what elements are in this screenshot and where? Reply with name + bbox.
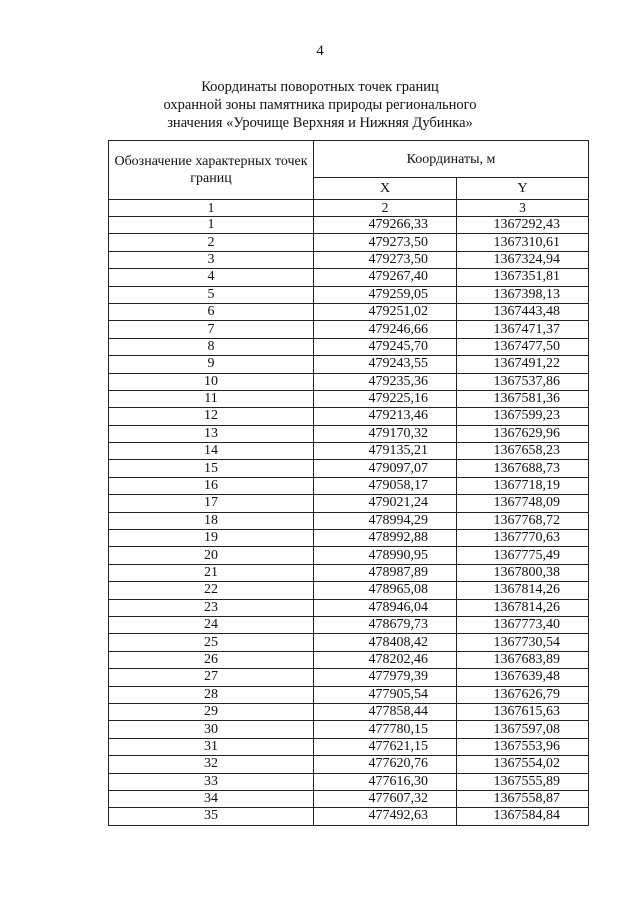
table-row xyxy=(109,738,589,755)
header-coordinates: Координаты, м xyxy=(314,141,589,178)
y-coordinate-cell: 1367773,40 xyxy=(457,616,589,633)
x-coordinate-cell: 479266,33 xyxy=(314,217,457,234)
point-label-cell: 3 xyxy=(109,251,314,268)
table-row xyxy=(109,669,589,686)
point-label-cell: 20 xyxy=(109,547,314,564)
x-coordinate-cell: 479259,05 xyxy=(314,286,457,303)
y-coordinate-cell: 1367639,48 xyxy=(457,669,589,686)
table-row xyxy=(109,286,589,303)
table-row xyxy=(109,321,589,338)
x-coordinate-cell: 477858,44 xyxy=(314,703,457,720)
header-x: X xyxy=(314,178,457,200)
point-label-cell: 9 xyxy=(109,356,314,373)
y-coordinate-cell: 1367324,94 xyxy=(457,251,589,268)
table-row xyxy=(109,808,589,825)
table-row xyxy=(109,495,589,512)
x-coordinate-cell: 479213,46 xyxy=(314,408,457,425)
point-label-cell: 4 xyxy=(109,269,314,286)
point-label-cell: 29 xyxy=(109,703,314,720)
point-label-cell: 25 xyxy=(109,634,314,651)
title-line-2: охранной зоны памятника природы регионального xyxy=(163,97,477,113)
point-label-cell: 22 xyxy=(109,582,314,599)
point-label-cell: 13 xyxy=(109,425,314,442)
point-label-cell: 2 xyxy=(109,234,314,251)
coordinates-table-body xyxy=(109,217,589,826)
y-coordinate-cell: 1367477,50 xyxy=(457,338,589,355)
y-coordinate-cell: 1367584,84 xyxy=(457,808,589,825)
y-coordinate-cell: 1367688,73 xyxy=(457,460,589,477)
table-row xyxy=(109,756,589,773)
point-label-cell: 35 xyxy=(109,808,314,825)
x-coordinate-cell: 479267,40 xyxy=(314,269,457,286)
y-coordinate-cell: 1367310,61 xyxy=(457,234,589,251)
table-row xyxy=(109,547,589,564)
table-row xyxy=(109,425,589,442)
table-row xyxy=(109,582,589,599)
point-label-cell: 23 xyxy=(109,599,314,616)
y-coordinate-cell: 1367748,09 xyxy=(457,495,589,512)
table-row xyxy=(109,599,589,616)
y-coordinate-cell: 1367658,23 xyxy=(457,443,589,460)
y-coordinate-cell: 1367718,19 xyxy=(457,477,589,494)
table-row xyxy=(109,790,589,807)
point-label-cell: 26 xyxy=(109,651,314,668)
point-label-cell: 34 xyxy=(109,790,314,807)
point-label-cell: 21 xyxy=(109,564,314,581)
table-row xyxy=(109,373,589,390)
point-label-cell: 8 xyxy=(109,338,314,355)
y-coordinate-cell: 1367292,43 xyxy=(457,217,589,234)
y-coordinate-cell: 1367555,89 xyxy=(457,773,589,790)
point-label-cell: 27 xyxy=(109,669,314,686)
table-row xyxy=(109,477,589,494)
point-label-cell: 32 xyxy=(109,756,314,773)
x-coordinate-cell: 478992,88 xyxy=(314,530,457,547)
point-label-cell: 15 xyxy=(109,460,314,477)
y-coordinate-cell: 1367599,23 xyxy=(457,408,589,425)
point-label-cell: 17 xyxy=(109,495,314,512)
point-label-cell: 28 xyxy=(109,686,314,703)
table-row xyxy=(109,303,589,320)
table-row xyxy=(109,356,589,373)
x-coordinate-cell: 479021,24 xyxy=(314,495,457,512)
x-coordinate-cell: 477621,15 xyxy=(314,738,457,755)
page-number: 4 xyxy=(316,43,324,59)
column-number: 1 xyxy=(109,200,314,217)
y-coordinate-cell: 1367770,63 xyxy=(457,530,589,547)
point-label-cell: 5 xyxy=(109,286,314,303)
table-row xyxy=(109,390,589,407)
y-coordinate-cell: 1367398,13 xyxy=(457,286,589,303)
y-coordinate-cell: 1367615,63 xyxy=(457,703,589,720)
table-row xyxy=(109,651,589,668)
point-label-cell: 30 xyxy=(109,721,314,738)
coordinates-table xyxy=(108,140,589,826)
y-coordinate-cell: 1367768,72 xyxy=(457,512,589,529)
y-coordinate-cell: 1367471,37 xyxy=(457,321,589,338)
y-coordinate-cell: 1367800,38 xyxy=(457,564,589,581)
x-coordinate-cell: 477607,32 xyxy=(314,790,457,807)
y-coordinate-cell: 1367626,79 xyxy=(457,686,589,703)
point-label-cell: 11 xyxy=(109,390,314,407)
y-coordinate-cell: 1367558,87 xyxy=(457,790,589,807)
x-coordinate-cell: 479225,16 xyxy=(314,390,457,407)
y-coordinate-cell: 1367553,96 xyxy=(457,738,589,755)
table-row xyxy=(109,634,589,651)
y-coordinate-cell: 1367581,36 xyxy=(457,390,589,407)
x-coordinate-cell: 479273,50 xyxy=(314,234,457,251)
table-row xyxy=(109,251,589,268)
point-label-cell: 33 xyxy=(109,773,314,790)
header-point-designation: Обозначение характерных точек границ xyxy=(109,141,314,200)
x-coordinate-cell: 477905,54 xyxy=(314,686,457,703)
point-label-cell: 18 xyxy=(109,512,314,529)
table-row xyxy=(109,408,589,425)
table-row xyxy=(109,773,589,790)
table-row xyxy=(109,460,589,477)
y-coordinate-cell: 1367814,26 xyxy=(457,599,589,616)
y-coordinate-cell: 1367443,48 xyxy=(457,303,589,320)
x-coordinate-cell: 479235,36 xyxy=(314,373,457,390)
title-line-1: Координаты поворотных точек границ xyxy=(201,79,439,95)
table-row xyxy=(109,217,589,234)
table-row xyxy=(109,616,589,633)
point-label-cell: 19 xyxy=(109,530,314,547)
x-coordinate-cell: 478965,08 xyxy=(314,582,457,599)
column-number: 3 xyxy=(457,200,589,217)
table-row xyxy=(109,721,589,738)
x-coordinate-cell: 478990,95 xyxy=(314,547,457,564)
table-row xyxy=(109,512,589,529)
y-coordinate-cell: 1367537,86 xyxy=(457,373,589,390)
x-coordinate-cell: 479243,55 xyxy=(314,356,457,373)
point-label-cell: 14 xyxy=(109,443,314,460)
table-row xyxy=(109,269,589,286)
x-coordinate-cell: 479245,70 xyxy=(314,338,457,355)
x-coordinate-cell: 479058,17 xyxy=(314,477,457,494)
y-coordinate-cell: 1367491,22 xyxy=(457,356,589,373)
y-coordinate-cell: 1367730,54 xyxy=(457,634,589,651)
point-label-cell: 6 xyxy=(109,303,314,320)
title-line-3: значения «Урочище Верхняя и Нижняя Дубинка» xyxy=(167,115,473,131)
x-coordinate-cell: 478994,29 xyxy=(314,512,457,529)
x-coordinate-cell: 479246,66 xyxy=(314,321,457,338)
y-coordinate-cell: 1367683,89 xyxy=(457,651,589,668)
y-coordinate-cell: 1367554,02 xyxy=(457,756,589,773)
point-label-cell: 12 xyxy=(109,408,314,425)
x-coordinate-cell: 477620,76 xyxy=(314,756,457,773)
y-coordinate-cell: 1367629,96 xyxy=(457,425,589,442)
x-coordinate-cell: 478202,46 xyxy=(314,651,457,668)
table-row xyxy=(109,530,589,547)
table-row xyxy=(109,443,589,460)
y-coordinate-cell: 1367351,81 xyxy=(457,269,589,286)
point-label-cell: 1 xyxy=(109,217,314,234)
x-coordinate-cell: 478946,04 xyxy=(314,599,457,616)
table-row xyxy=(109,703,589,720)
x-coordinate-cell: 478679,73 xyxy=(314,616,457,633)
column-number-row xyxy=(109,200,589,217)
point-label-cell: 16 xyxy=(109,477,314,494)
point-label-cell: 24 xyxy=(109,616,314,633)
x-coordinate-cell: 479251,02 xyxy=(314,303,457,320)
y-coordinate-cell: 1367814,26 xyxy=(457,582,589,599)
point-label-cell: 31 xyxy=(109,738,314,755)
y-coordinate-cell: 1367597,08 xyxy=(457,721,589,738)
x-coordinate-cell: 477780,15 xyxy=(314,721,457,738)
table-row xyxy=(109,338,589,355)
point-label-cell: 7 xyxy=(109,321,314,338)
point-label-cell: 10 xyxy=(109,373,314,390)
x-coordinate-cell: 479170,32 xyxy=(314,425,457,442)
x-coordinate-cell: 478987,89 xyxy=(314,564,457,581)
header-y: Y xyxy=(457,178,589,200)
table-row xyxy=(109,564,589,581)
x-coordinate-cell: 477492,63 xyxy=(314,808,457,825)
x-coordinate-cell: 478408,42 xyxy=(314,634,457,651)
x-coordinate-cell: 477616,30 xyxy=(314,773,457,790)
x-coordinate-cell: 477979,39 xyxy=(314,669,457,686)
document-title xyxy=(0,78,640,132)
x-coordinate-cell: 479097,07 xyxy=(314,460,457,477)
x-coordinate-cell: 479135,21 xyxy=(314,443,457,460)
x-coordinate-cell: 479273,50 xyxy=(314,251,457,268)
column-number: 2 xyxy=(314,200,457,217)
table-row xyxy=(109,686,589,703)
table-row xyxy=(109,234,589,251)
y-coordinate-cell: 1367775,49 xyxy=(457,547,589,564)
